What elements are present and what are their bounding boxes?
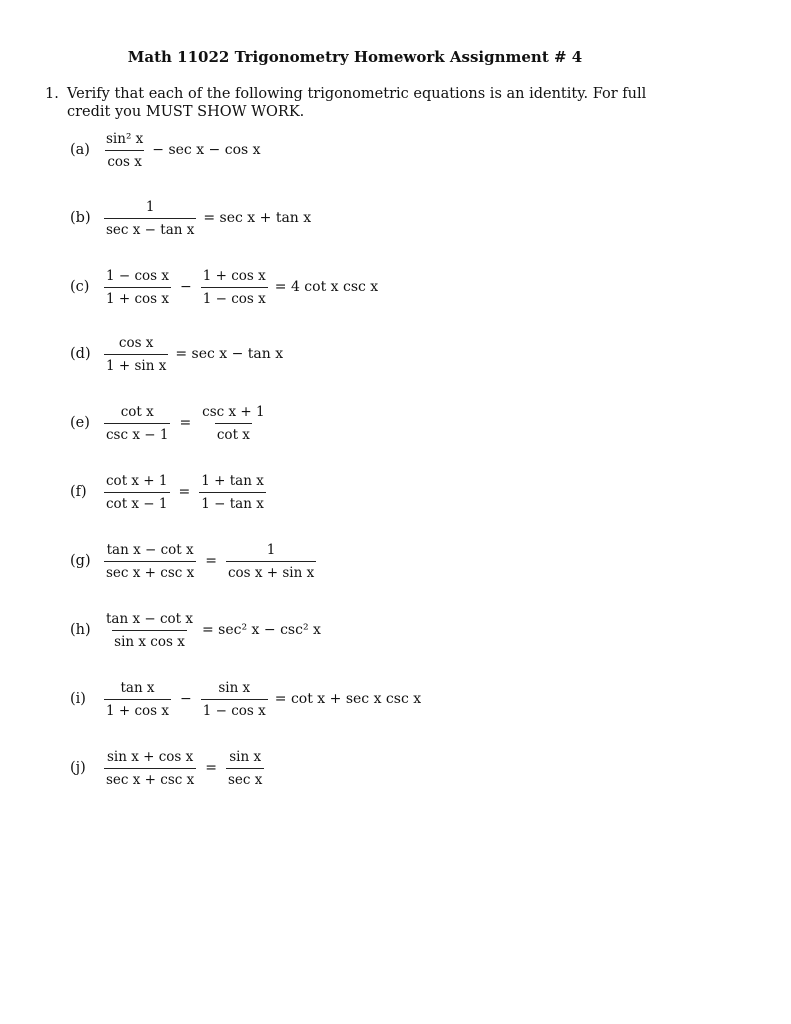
denominator: 1 + cos x xyxy=(104,287,171,307)
numerator: cos x xyxy=(118,334,154,351)
fraction xyxy=(104,335,168,374)
fraction-right xyxy=(226,542,316,581)
numerator: 1 xyxy=(145,198,155,215)
right-hand-side: = sec² x − csc² x xyxy=(202,622,321,638)
right-hand-side: = 4 cot x csc x xyxy=(274,279,379,295)
fraction xyxy=(104,611,195,650)
part-label: (c) xyxy=(70,279,90,295)
numerator: sin x + cos x xyxy=(106,748,194,765)
denominator: cos x xyxy=(105,150,144,170)
fraction-left xyxy=(104,680,171,719)
part-f xyxy=(70,470,270,514)
right-hand-side: = sec x − tan x xyxy=(175,346,284,362)
part-label: (i) xyxy=(70,691,86,707)
denominator: cos x + sin x xyxy=(226,561,316,581)
part-label: (g) xyxy=(70,553,91,569)
right-hand-side: − sec x − cos x xyxy=(152,142,261,158)
denominator: csc x − 1 xyxy=(104,423,170,443)
denominator: sec x xyxy=(226,768,264,788)
fraction-right xyxy=(200,404,266,443)
denominator: 1 − cos x xyxy=(201,287,268,307)
numerator: tan x − cot x xyxy=(106,610,193,627)
fraction-left xyxy=(104,268,171,307)
operator: = xyxy=(178,484,191,500)
operator: − xyxy=(180,279,192,295)
numerator: 1 + cos x xyxy=(202,267,266,284)
part-g xyxy=(70,539,320,583)
part-h xyxy=(70,608,321,652)
fraction-left xyxy=(104,404,170,443)
fraction xyxy=(104,199,196,238)
problem-instructions: Verify that each of the following trigonometric equations is an identity. For full credit you MUST SHOW WORK. xyxy=(67,86,647,120)
part-d xyxy=(70,332,283,376)
fraction-left xyxy=(104,473,170,512)
denominator: 1 + cos x xyxy=(104,699,171,719)
part-i xyxy=(70,677,421,721)
part-label: (d) xyxy=(70,346,91,362)
operator: − xyxy=(180,691,192,707)
numerator: tan x − cot x xyxy=(106,541,194,558)
numerator: tan x xyxy=(120,679,155,696)
numerator: cot x + 1 xyxy=(106,472,168,489)
numerator: csc x + 1 xyxy=(202,403,265,420)
denominator: sec x − tan x xyxy=(104,218,196,238)
operator: = xyxy=(205,553,217,569)
operator: = xyxy=(205,760,217,776)
numerator: sin x xyxy=(229,748,262,765)
part-a xyxy=(70,128,261,172)
part-label: (a) xyxy=(70,142,90,158)
numerator: 1 xyxy=(266,541,276,558)
fraction-left xyxy=(104,542,196,581)
denominator: cot x − 1 xyxy=(104,492,170,512)
denominator: 1 + sin x xyxy=(104,354,168,374)
right-hand-side: = sec x + tan x xyxy=(203,210,312,226)
part-c xyxy=(70,265,378,309)
problem-number: 1. xyxy=(45,86,59,102)
numerator: 1 + tan x xyxy=(201,472,264,489)
denominator: sin x cos x xyxy=(112,630,187,650)
part-label: (j) xyxy=(70,760,86,776)
fraction-right xyxy=(226,749,264,788)
part-label: (h) xyxy=(70,622,91,638)
right-hand-side: = cot x + sec x csc x xyxy=(274,691,422,707)
fraction-right xyxy=(201,680,268,719)
operator: = xyxy=(179,415,192,431)
fraction-right xyxy=(201,268,268,307)
denominator: cot x xyxy=(215,423,252,443)
part-label: (b) xyxy=(70,210,91,226)
numerator: cot x xyxy=(120,403,154,420)
denominator: 1 − tan x xyxy=(199,492,266,512)
part-label: (e) xyxy=(70,415,90,431)
numerator: sin² x xyxy=(106,130,144,147)
fraction-left xyxy=(104,749,196,788)
fraction-right xyxy=(199,473,266,512)
part-label: (f) xyxy=(70,484,87,500)
denominator: sec x + csc x xyxy=(104,561,196,581)
part-b xyxy=(70,196,311,240)
denominator: 1 − cos x xyxy=(201,699,268,719)
part-j xyxy=(70,746,268,790)
denominator: sec x + csc x xyxy=(104,768,196,788)
numerator: sin x xyxy=(218,679,251,696)
fraction xyxy=(104,131,145,170)
part-e xyxy=(70,401,271,445)
page-title: Math 11022 Trigonometry Homework Assignment # 4 xyxy=(127,48,583,66)
numerator: 1 − cos x xyxy=(106,267,170,284)
